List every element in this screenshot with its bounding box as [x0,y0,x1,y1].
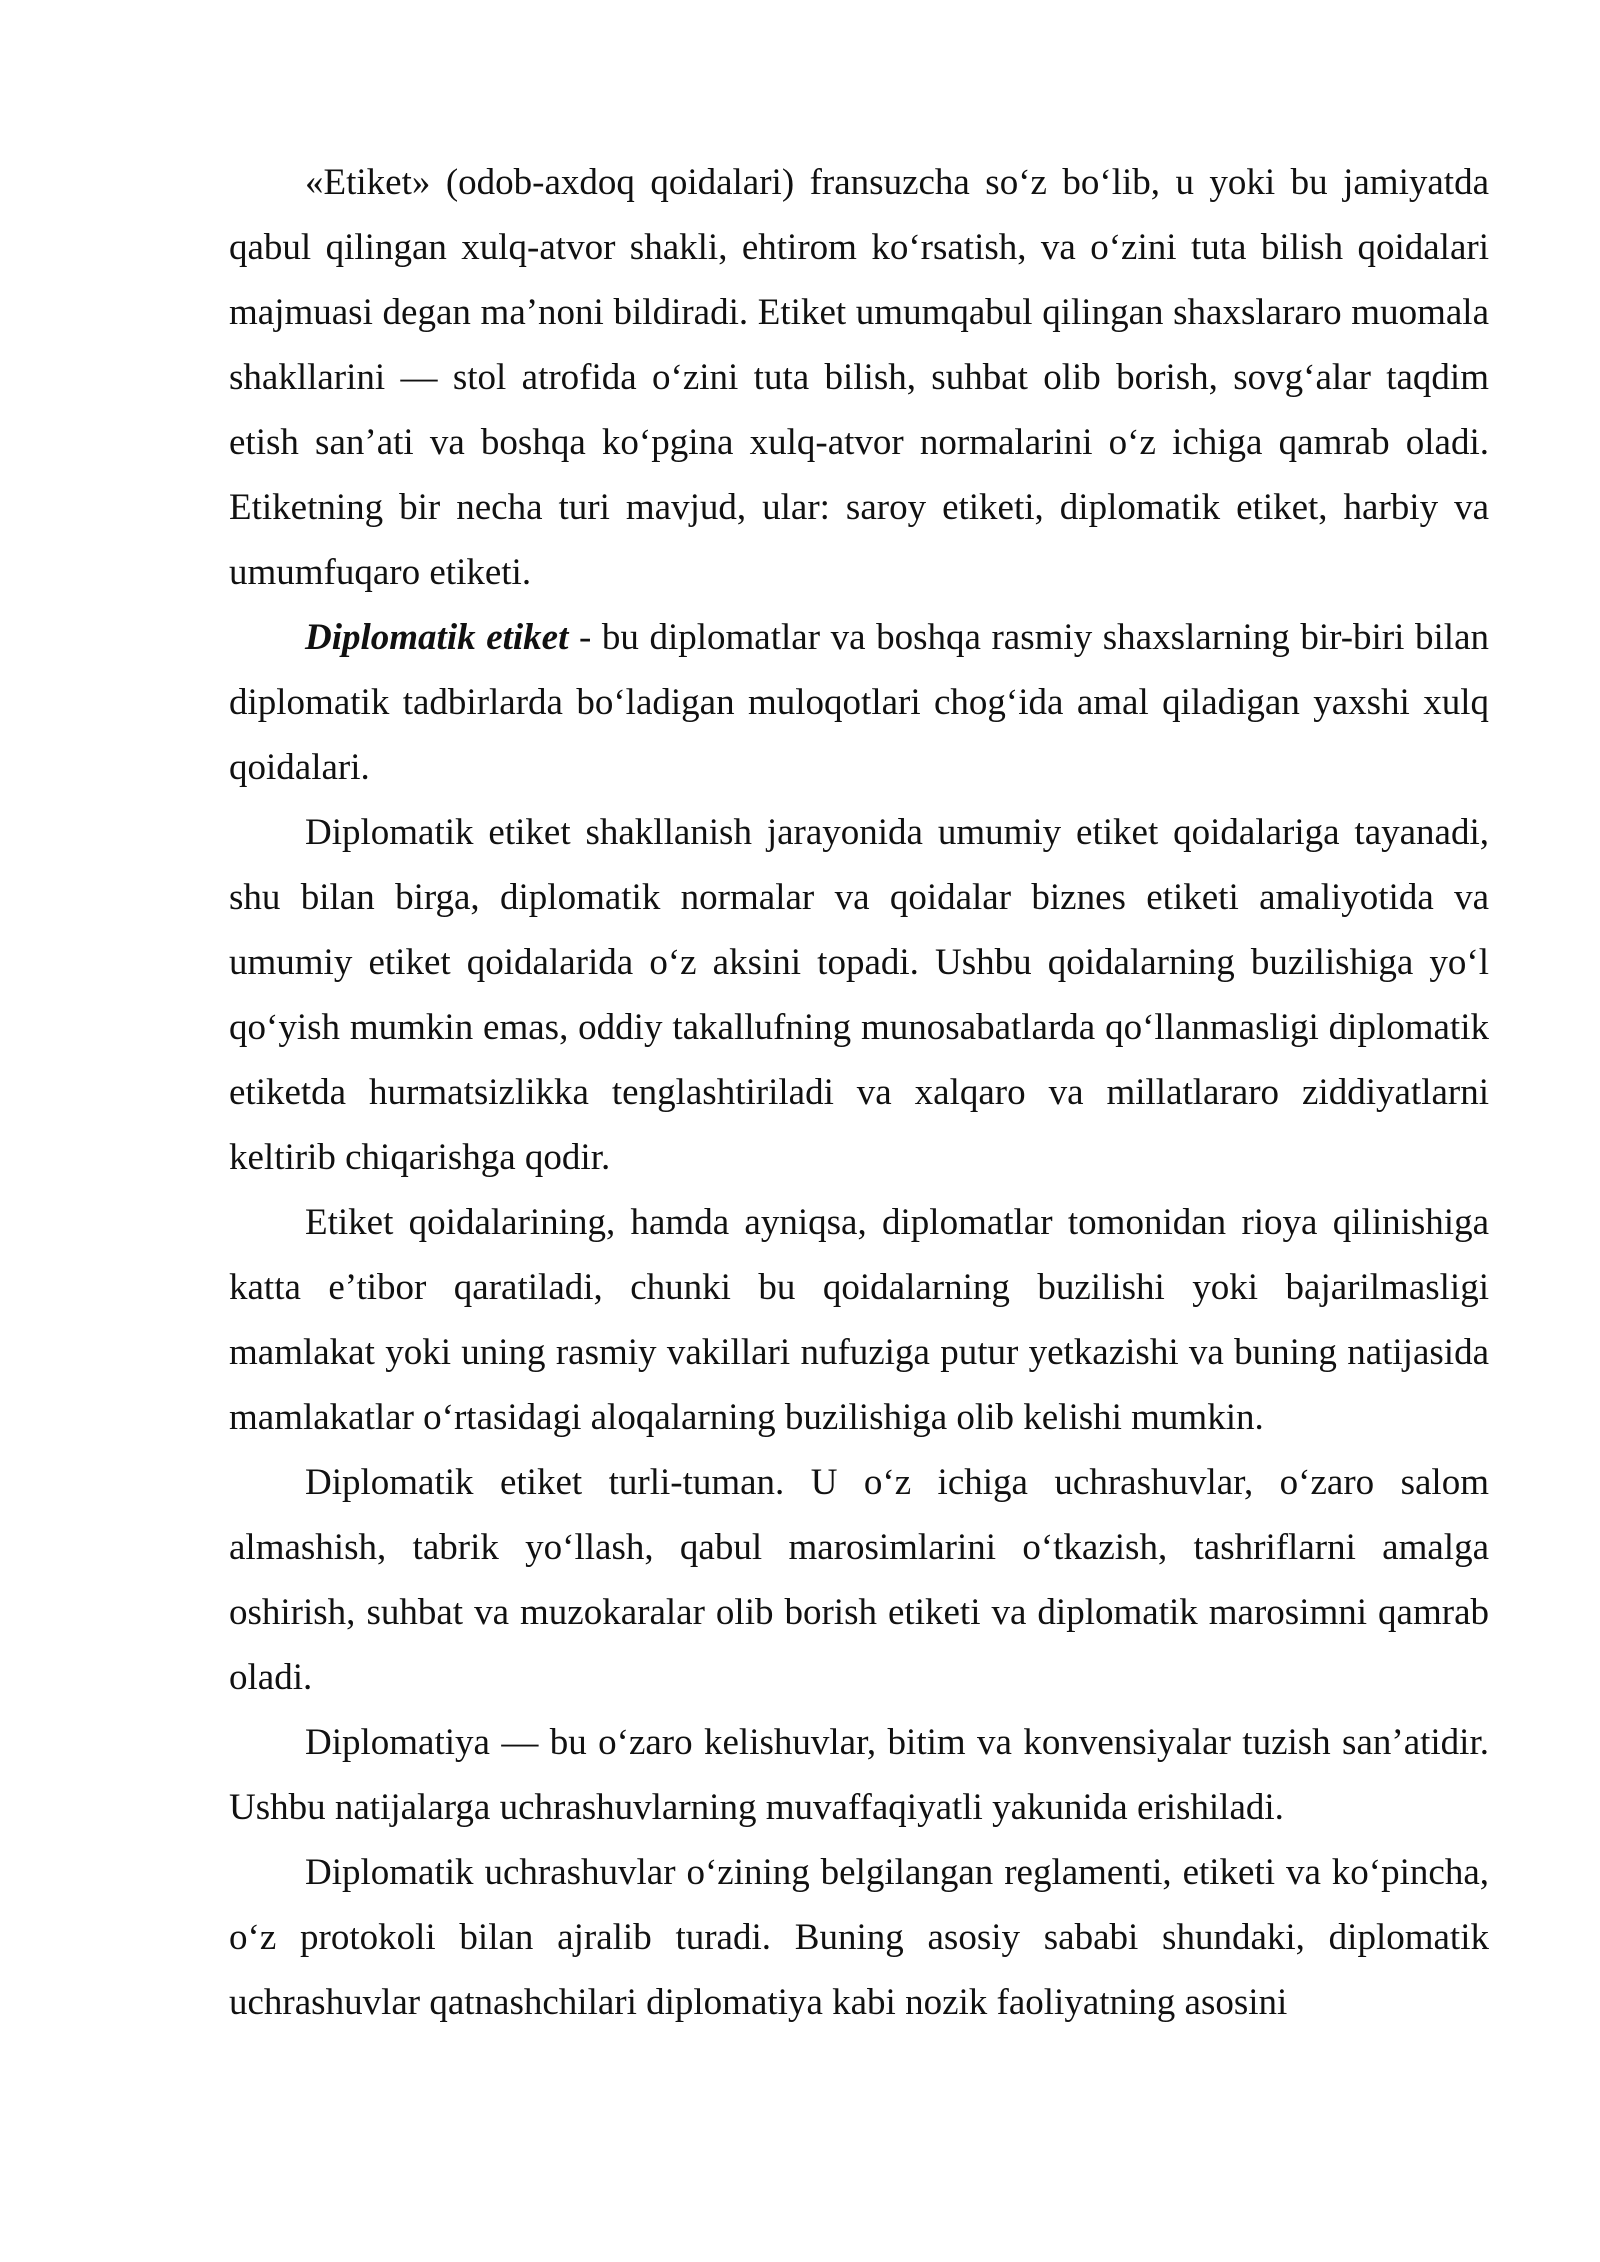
paragraph-etiket-formation: Diplomatik etiket shakllanish jarayonida umumiy etiket qoidalariga tayanadi, shu bilan birga, diplomatik normalar va qoidalar biznes etiketi amaliyotida va umumiy etiket qoidalarida o‘z aksini topadi. Ushbu qoidalarning buzilishiga yo‘l qo‘yish mumkin emas, oddiy takallufning munosabatlarda qo‘llanmasligi diplomatik etiketda hurmatsizlikka tenglashtiriladi va xalqaro va millatlararo ziddiyatlarni keltirib chiqarishga qodir. [229,812,1489,1178]
paragraph-diplomatic-meetings: Diplomatik uchrashuvlar o‘zining belgilangan reglamenti, etiketi va ko‘pincha, o‘z protokoli bilan ajralib turadi. Buning asosiy sababi shundaki, diplomatik uchrashuvlar qatnashchilari diplomatiya kabi nozik faoliyatning asosini [229,1852,1489,2023]
document-page [229,150,1489,2035]
definition-text: - bu diplomatlar va boshqa rasmiy shaxslarning bir-biri bilan diplomatik tadbirlarda bo‘ladigan muloqotlari chog‘ida amal qiladigan yaxshi xulq qoidalari. [229,617,1489,788]
defined-term: Diplomatik etiket [305,617,569,658]
paragraph-etiket-importance: Etiket qoidalarining, hamda ayniqsa, diplomatlar tomonidan rioya qilinishiga katta e’tibor qaratiladi, chunki bu qoidalarning buzilishi yoki bajarilmasligi mamlakat yoki uning rasmiy vakillari nufuziga putur yetkazishi va buning natijasida mamlakatlar o‘rtasidagi aloqalarning buzilishiga olib kelishi mumkin. [229,1202,1489,1438]
paragraph-diplomatiya-definition: Diplomatiya — bu o‘zaro kelishuvlar, bitim va konvensiyalar tuzish san’atidir. Ushbu natijalarga uchrashuvlarning muvaffaqiyatli yakunida erishiladi. [229,1722,1489,1828]
paragraph-diplomatik-etiket-definition [229,605,1489,800]
paragraph-etiket-definition: «Etiket» (odob-axdoq qoidalari) fransuzcha so‘z bo‘lib, u yoki bu jamiyatda qabul qilingan xulq-atvor shakli, ehtirom ko‘rsatish, va o‘zini tuta bilish qoidalari majmuasi degan ma’noni bildiradi. Etiket umumqabul qilingan shaxslararo muomala shakllarini — stol atrofida o‘zini tuta bilish, suhbat olib borish, sovg‘alar taqdim etish san’ati va boshqa ko‘pgina xulq-atvor normalarini o‘z ichiga qamrab oladi. Etiketning bir necha turi mavjud, ular: saroy etiketi, diplomatik etiket, harbiy va umumfuqaro etiketi. [229,162,1489,593]
paragraph-etiket-variety: Diplomatik etiket turli-tuman. U o‘z ichiga uchrashuvlar, o‘zaro salom almashish, tabrik yo‘llash, qabul marosimlarini o‘tkazish, tashriflarni amalga oshirish, suhbat va muzokaralar olib borish etiketi va diplomatik marosimni qamrab oladi. [229,1462,1489,1698]
